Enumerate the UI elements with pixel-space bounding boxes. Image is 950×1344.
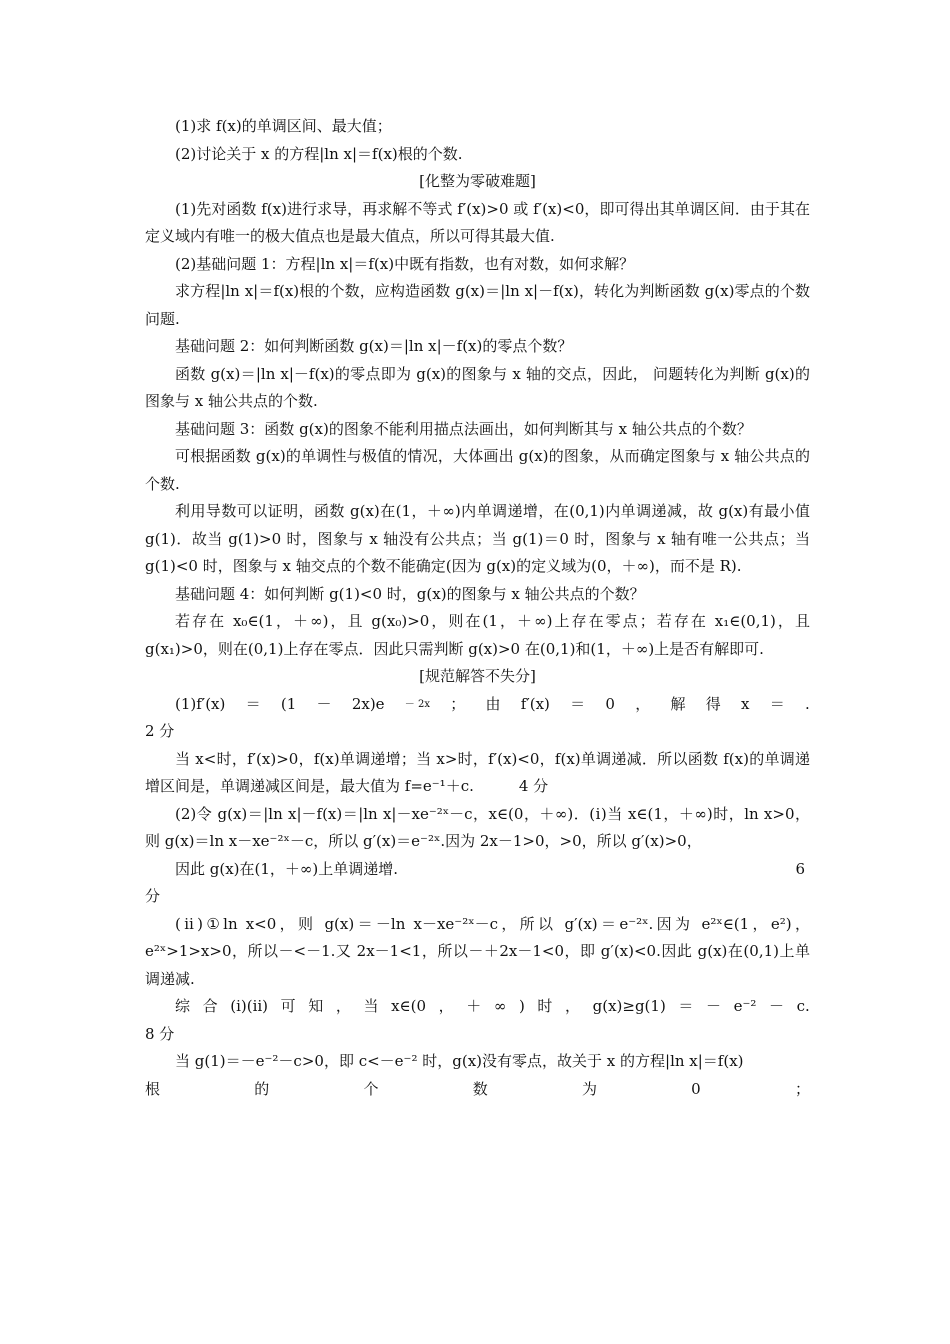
analysis-paragraph-3: 求方程|ln x|＝f(x)根的个数，应构造函数 g(x)＝|ln x|－f(x)，转化为判断函数 g(x)零点的个数问题. [145,282,810,328]
solution-token: 0 [691,1079,701,1098]
solution-token: ＝ [678,997,694,1015]
solution-paragraph-2: 当 x<时，f′(x)>0，f(x)单调递增；当 x>时，f′(x)<0，f(x)单调递减．所以函数 f(x)的单调递增区间是，单调递减区间是，最大值为 f=e⁻¹＋c. 4 分 [145,749,810,795]
solution-token: 可 [280,997,296,1015]
solution-text: 因此 g(x)在(1，＋∞)上单调递增. [175,859,399,878]
solution-token: 的 [254,1079,270,1098]
solution-token: 综 [175,997,191,1015]
solution-token: － [706,997,722,1015]
solution-token: (1 [280,694,297,713]
solution-token: x∈(0 [391,997,427,1015]
solution-token: ， [565,997,581,1015]
analysis-paragraph-7: 可根据函数 g(x)的单调性与极值的情况，大体画出 g(x)的图象，从而确定图象与 x 轴公共点的个数. [145,447,810,493]
solution-line-8 [145,1076,810,1104]
solution-token: － 2x [404,698,430,710]
solution-token: 解 [670,694,686,713]
analysis-paragraph-4: 基础问题 2：如何判断函数 g(x)＝|ln x|－f(x)的零点个数？ [175,337,573,355]
analysis-paragraph-1: (1)先对函数 f(x)进行求导，再求解不等式 f′(x)>0 或 f′(x)<0，即可得出其单调区间．由于其在定义域内有唯一的极大值点也是最大值点，所以可得其最大值. [145,199,810,245]
analysis-paragraph-2: (2)基础问题 1：方程|ln x|＝f(x)中既有指数，也有对数，如何求解？ [175,254,635,273]
solution-token: － [769,997,785,1015]
analysis-paragraph-10: 若存在 x₀∈(1，＋∞)，且 g(x₀)>0，则在(1，＋∞)上存在零点；若存在 x₁∈(0,1)，且 g(x₁)>0，则在(0,1)上存在零点．因此只需判断 g(x)>0 在(0,1)和(1，＋∞)上是否有解即可. [145,612,810,658]
solution-line-6 [145,993,810,1021]
analysis-paragraph-5: 函数 g(x)＝|ln x|－f(x)的零点即为 g(x)的图象与 x 轴的交点，因此， 问题转化为判断 g(x)的图象与 x 轴公共点的个数. [145,364,810,410]
solution-paragraph-5: (ⅱ)①ln x<0，则 g(x)＝－ln x－xe⁻²ˣ－c，所以 g′(x)＝e⁻²ˣ.因为 e²ˣ∈(1，e²)，e²ˣ>1>x>0，所以－<－1.又 2x－1<1，所以－＋2x－1<0，即 g′(x)<0.因此 g(x)在(0,1)上单调递减. [145,914,810,988]
solution-token: 时 [537,997,553,1015]
section-heading-analysis: [化整为零破难题] [419,172,536,190]
solution-token: x [741,694,750,713]
solution-token: 2x)e [351,694,385,713]
solution-line-1 [145,691,810,719]
solution-token: 由 [485,694,501,713]
solution-paragraph-7: 当 g(1)＝－e⁻²－c>0，即 c<－e⁻² 时，g(x)没有零点，故关于 x 的方程|ln x|＝f(x) [175,1052,744,1070]
solution-token: ， [335,997,351,1015]
question-1: (1)求 f(x)的单调区间、最大值； [175,117,392,135]
solution-token: ； [794,1079,810,1098]
solution-token: ∞ [493,997,507,1015]
solution-token: c. [796,997,810,1015]
solution-token: － [316,694,332,713]
solution-token: . [804,694,810,713]
solution-token: ＝ [245,694,261,713]
solution-token: ＝ [769,694,785,713]
solution-token: 根 [145,1079,161,1098]
solution-token: (1)f′(x) [175,694,226,713]
solution-token: 为 [581,1079,597,1098]
solution-token: 个 [363,1079,379,1098]
question-2: (2)讨论关于 x 的方程|ln x|＝f(x)根的个数. [175,144,463,163]
document-page [145,113,810,1103]
solution-token: e⁻² [733,997,757,1015]
analysis-paragraph-6: 基础问题 3：函数 g(x)的图象不能利用描点法画出，如何判断其与 x 轴公共点的个数？ [175,419,752,438]
solution-line-4 [145,856,810,884]
solution-paragraph-3: (2)令 g(x)＝|ln x|－f(x)＝|ln x|－xe⁻²ˣ－c，x∈(0，＋∞)．(ⅰ)当 x∈(1，＋∞)时，ln x>0，则 g(x)＝ln x－xe⁻²ˣ－c，所以 g′(x)＝e⁻²ˣ.因为 2x－1>0，>0，所以 g′(x)>0， [145,804,810,850]
solution-token: 知 [308,997,324,1015]
solution-score: 6 [795,859,805,878]
solution-token: f′(x) [520,694,550,713]
solution-score-1: 2 分 [145,722,175,740]
solution-token: 当 [363,997,379,1015]
solution-token: ) [518,997,525,1015]
solution-token: 0 [605,694,615,713]
solution-token: ＝ [570,694,586,713]
solution-token: 合 [202,997,218,1015]
section-heading-solution: [规范解答不失分] [419,667,536,685]
solution-token: 得 [705,694,721,713]
solution-score-3: 8 分 [145,1024,175,1043]
solution-token: ， [635,694,651,713]
analysis-paragraph-8: 利用导数可以证明，函数 g(x)在(1，＋∞)内单调递增，在(0,1)内单调递减，故 g(x)有最小值 g(1)．故当 g(1)>0 时，图象与 x 轴没有公共点；当 g(1)＝0 时，图象与 x 轴有唯一公共点；当 g(1)<0 时，图象与 x 轴交点的个数不能确定(因为 g(x)的定义域为(0，＋∞)，而不是 R). [145,502,810,575]
solution-token: ， [438,997,454,1015]
solution-token: ＋ [466,997,482,1015]
solution-token: ； [450,694,466,713]
solution-score-unit: 分 [145,887,161,905]
solution-token: g(x)≥g(1) [592,997,666,1015]
solution-token: 数 [472,1079,488,1098]
analysis-paragraph-9: 基础问题 4：如何判断 g(1)<0 时，g(x)的图象与 x 轴公共点的个数？ [175,584,645,603]
solution-token: (ⅰ)(ⅱ) [230,997,269,1015]
